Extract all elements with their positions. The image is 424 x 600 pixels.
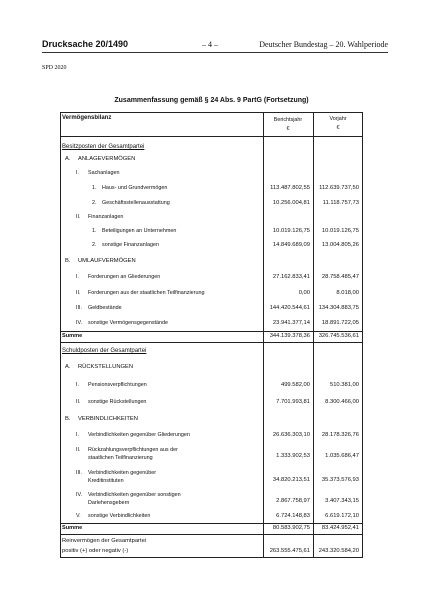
- row-marker: B.: [65, 416, 71, 423]
- value-previous: 112.639.737,50: [319, 185, 359, 192]
- value-current: 144.420.544,61: [269, 305, 310, 312]
- item-label-continued: Darlehensgebern: [88, 500, 130, 507]
- section-label: ANLAGEVERMÖGEN: [78, 156, 136, 163]
- value-current: 10.019.126,75: [272, 228, 310, 235]
- row-marker: I.: [76, 170, 79, 177]
- row-marker: I.: [76, 274, 79, 281]
- assets-sum-rule-top: [60, 331, 363, 332]
- item-label: sonstige Verbindlichkeiten: [88, 513, 151, 520]
- value-current: 6.724.148,83: [276, 513, 310, 520]
- value-current: 27.162.833,41: [272, 274, 310, 281]
- assets-sum-previous: 326.745.536,61: [318, 333, 359, 340]
- row-marker: 2.: [92, 242, 97, 249]
- value-previous: 134.304.883,75: [318, 305, 359, 312]
- section-label: VERBINDLICHKEITEN: [78, 416, 138, 423]
- item-label: Verbindlichkeiten gegenüber: [88, 470, 157, 477]
- value-previous: 8.300.466,00: [325, 399, 359, 406]
- item-label: Geldbestände: [88, 305, 122, 312]
- value-previous: 10.019.126,75: [321, 228, 359, 235]
- document-number: Drucksache 20/1490: [42, 39, 129, 49]
- net-assets-sublabel: positiv (+) oder negativ (-): [62, 548, 129, 555]
- value-previous: 3.407.343,15: [325, 498, 359, 505]
- row-marker: II.: [76, 447, 81, 454]
- value-previous: 510.381,00: [329, 382, 359, 389]
- liabilities-title: Schuldposten der Gesamtpartei: [62, 348, 147, 354]
- row-marker: II.: [76, 214, 81, 221]
- item-label: sonstige Vermögensgegenstände: [88, 320, 169, 327]
- assets-sum-rule-bottom: [60, 342, 363, 343]
- value-previous: 11.118.757,73: [322, 200, 359, 207]
- column-header-previous: Vorjahr: [329, 116, 347, 123]
- value-current: 1.333.902,53: [276, 453, 310, 460]
- row-marker: III.: [76, 305, 82, 312]
- item-label: Forderungen aus der staatlichen Teilfinanzierung: [88, 290, 205, 297]
- header-rule: [42, 52, 388, 53]
- liabilities-sum-rule-top: [60, 523, 363, 524]
- column-header-current: Berichtsjahr: [273, 117, 303, 124]
- liabilities-sum-rule-bottom: [60, 534, 363, 535]
- value-previous: 18.891.722,05: [321, 320, 359, 327]
- value-current: 23.941.377,14: [272, 320, 310, 327]
- row-marker: III.: [76, 470, 82, 477]
- page-number: – 4 –: [202, 40, 218, 49]
- value-previous: 8.018,00: [336, 290, 359, 297]
- section-label: RÜCKSTELLUNGEN: [78, 364, 134, 371]
- value-previous: 28.178.326,76: [321, 432, 359, 439]
- column-unit-previous: €: [336, 125, 340, 132]
- header-row-rule: [60, 136, 363, 137]
- column-unit-current: €: [286, 126, 290, 133]
- net-assets-previous: 243.320.584,20: [318, 548, 359, 555]
- value-current: 34.820.213,51: [272, 477, 310, 484]
- assets-sum-current: 344.139.378,36: [269, 333, 310, 340]
- assets-title: Besitzposten der Gesamtpartei: [62, 144, 145, 150]
- liabilities-sum-previous: 83.424.952,41: [321, 525, 359, 532]
- value-current: 499.582,00: [280, 382, 310, 389]
- publisher-line: Deutscher Bundestag – 20. Wahlperiode: [259, 40, 388, 49]
- item-label: sonstige Rückstellungen: [88, 399, 147, 406]
- value-previous: 13.004.805,26: [321, 242, 359, 249]
- value-current: 10.256.004,81: [272, 200, 310, 207]
- item-label: Beteiligungen an Unternehmen: [102, 228, 177, 235]
- row-marker: 1.: [92, 228, 97, 235]
- value-current: 7.701.993,81: [276, 399, 310, 406]
- net-assets-current: 263.555.475,61: [269, 548, 310, 555]
- row-marker: 2.: [92, 200, 97, 207]
- row-marker: A.: [65, 364, 71, 371]
- row-marker: IV.: [76, 320, 83, 327]
- liabilities-sum-current: 80.583.902,75: [272, 525, 310, 532]
- page-title: Zusammenfassung gemäß § 24 Abs. 9 PartG (Fortsetzung): [114, 96, 309, 104]
- table-heading: Vermögensbilanz: [62, 115, 112, 121]
- item-label: Verbindlichkeiten gegenüber Gliederungen: [88, 432, 190, 439]
- row-marker: II.: [76, 290, 81, 297]
- row-marker: IV.: [76, 492, 83, 499]
- value-current: 26.636.303,10: [272, 432, 310, 439]
- net-assets-label: Reinvermögen der Gesamtpartei: [62, 538, 147, 545]
- value-current: 113.487.802,55: [270, 185, 310, 192]
- liabilities-sum-label: Summe: [62, 525, 83, 532]
- item-label: sonstige Finanzanlagen: [102, 242, 159, 249]
- item-label: Pensionsverpflichtungen: [88, 382, 147, 389]
- row-marker: I.: [76, 432, 79, 439]
- value-previous: 28.758.485,47: [321, 274, 359, 281]
- value-current: 14.849.689,09: [272, 242, 310, 249]
- value-current: 2.867.758,97: [276, 498, 310, 505]
- item-label-continued: Kreditinstituten: [88, 478, 124, 485]
- row-marker: I.: [76, 382, 79, 389]
- item-label-continued: staatlichen Teilfinanzierung: [88, 455, 153, 462]
- value-previous: 1.035.686,47: [325, 453, 359, 460]
- row-marker: V.: [76, 513, 81, 520]
- item-label: Forderungen an Gliederungen: [88, 274, 161, 281]
- row-marker: A.: [65, 156, 71, 163]
- group-label: Finanzanlagen: [88, 214, 124, 221]
- value-previous: 35.373.576,93: [321, 477, 359, 484]
- item-label: Rückzahlungsverpflichtungen aus der: [88, 447, 178, 454]
- item-label: Geschäftsstellenausstattung: [102, 200, 170, 207]
- assets-sum-label: Summe: [62, 333, 83, 340]
- item-label: Haus- und Grundvermögen: [102, 185, 168, 192]
- party-year: SPD 2020: [42, 65, 67, 71]
- row-marker: II.: [76, 399, 81, 406]
- group-label: Sachanlagen: [88, 170, 120, 177]
- section-label: UMLAUFVERMÖGEN: [78, 258, 136, 265]
- value-previous: 6.619.172,10: [325, 513, 359, 520]
- row-marker: 1.: [92, 185, 97, 192]
- item-label: Verbindlichkeiten gegenüber sonstigen: [88, 492, 181, 499]
- row-marker: B.: [65, 258, 71, 265]
- value-current: 0,00: [298, 290, 310, 297]
